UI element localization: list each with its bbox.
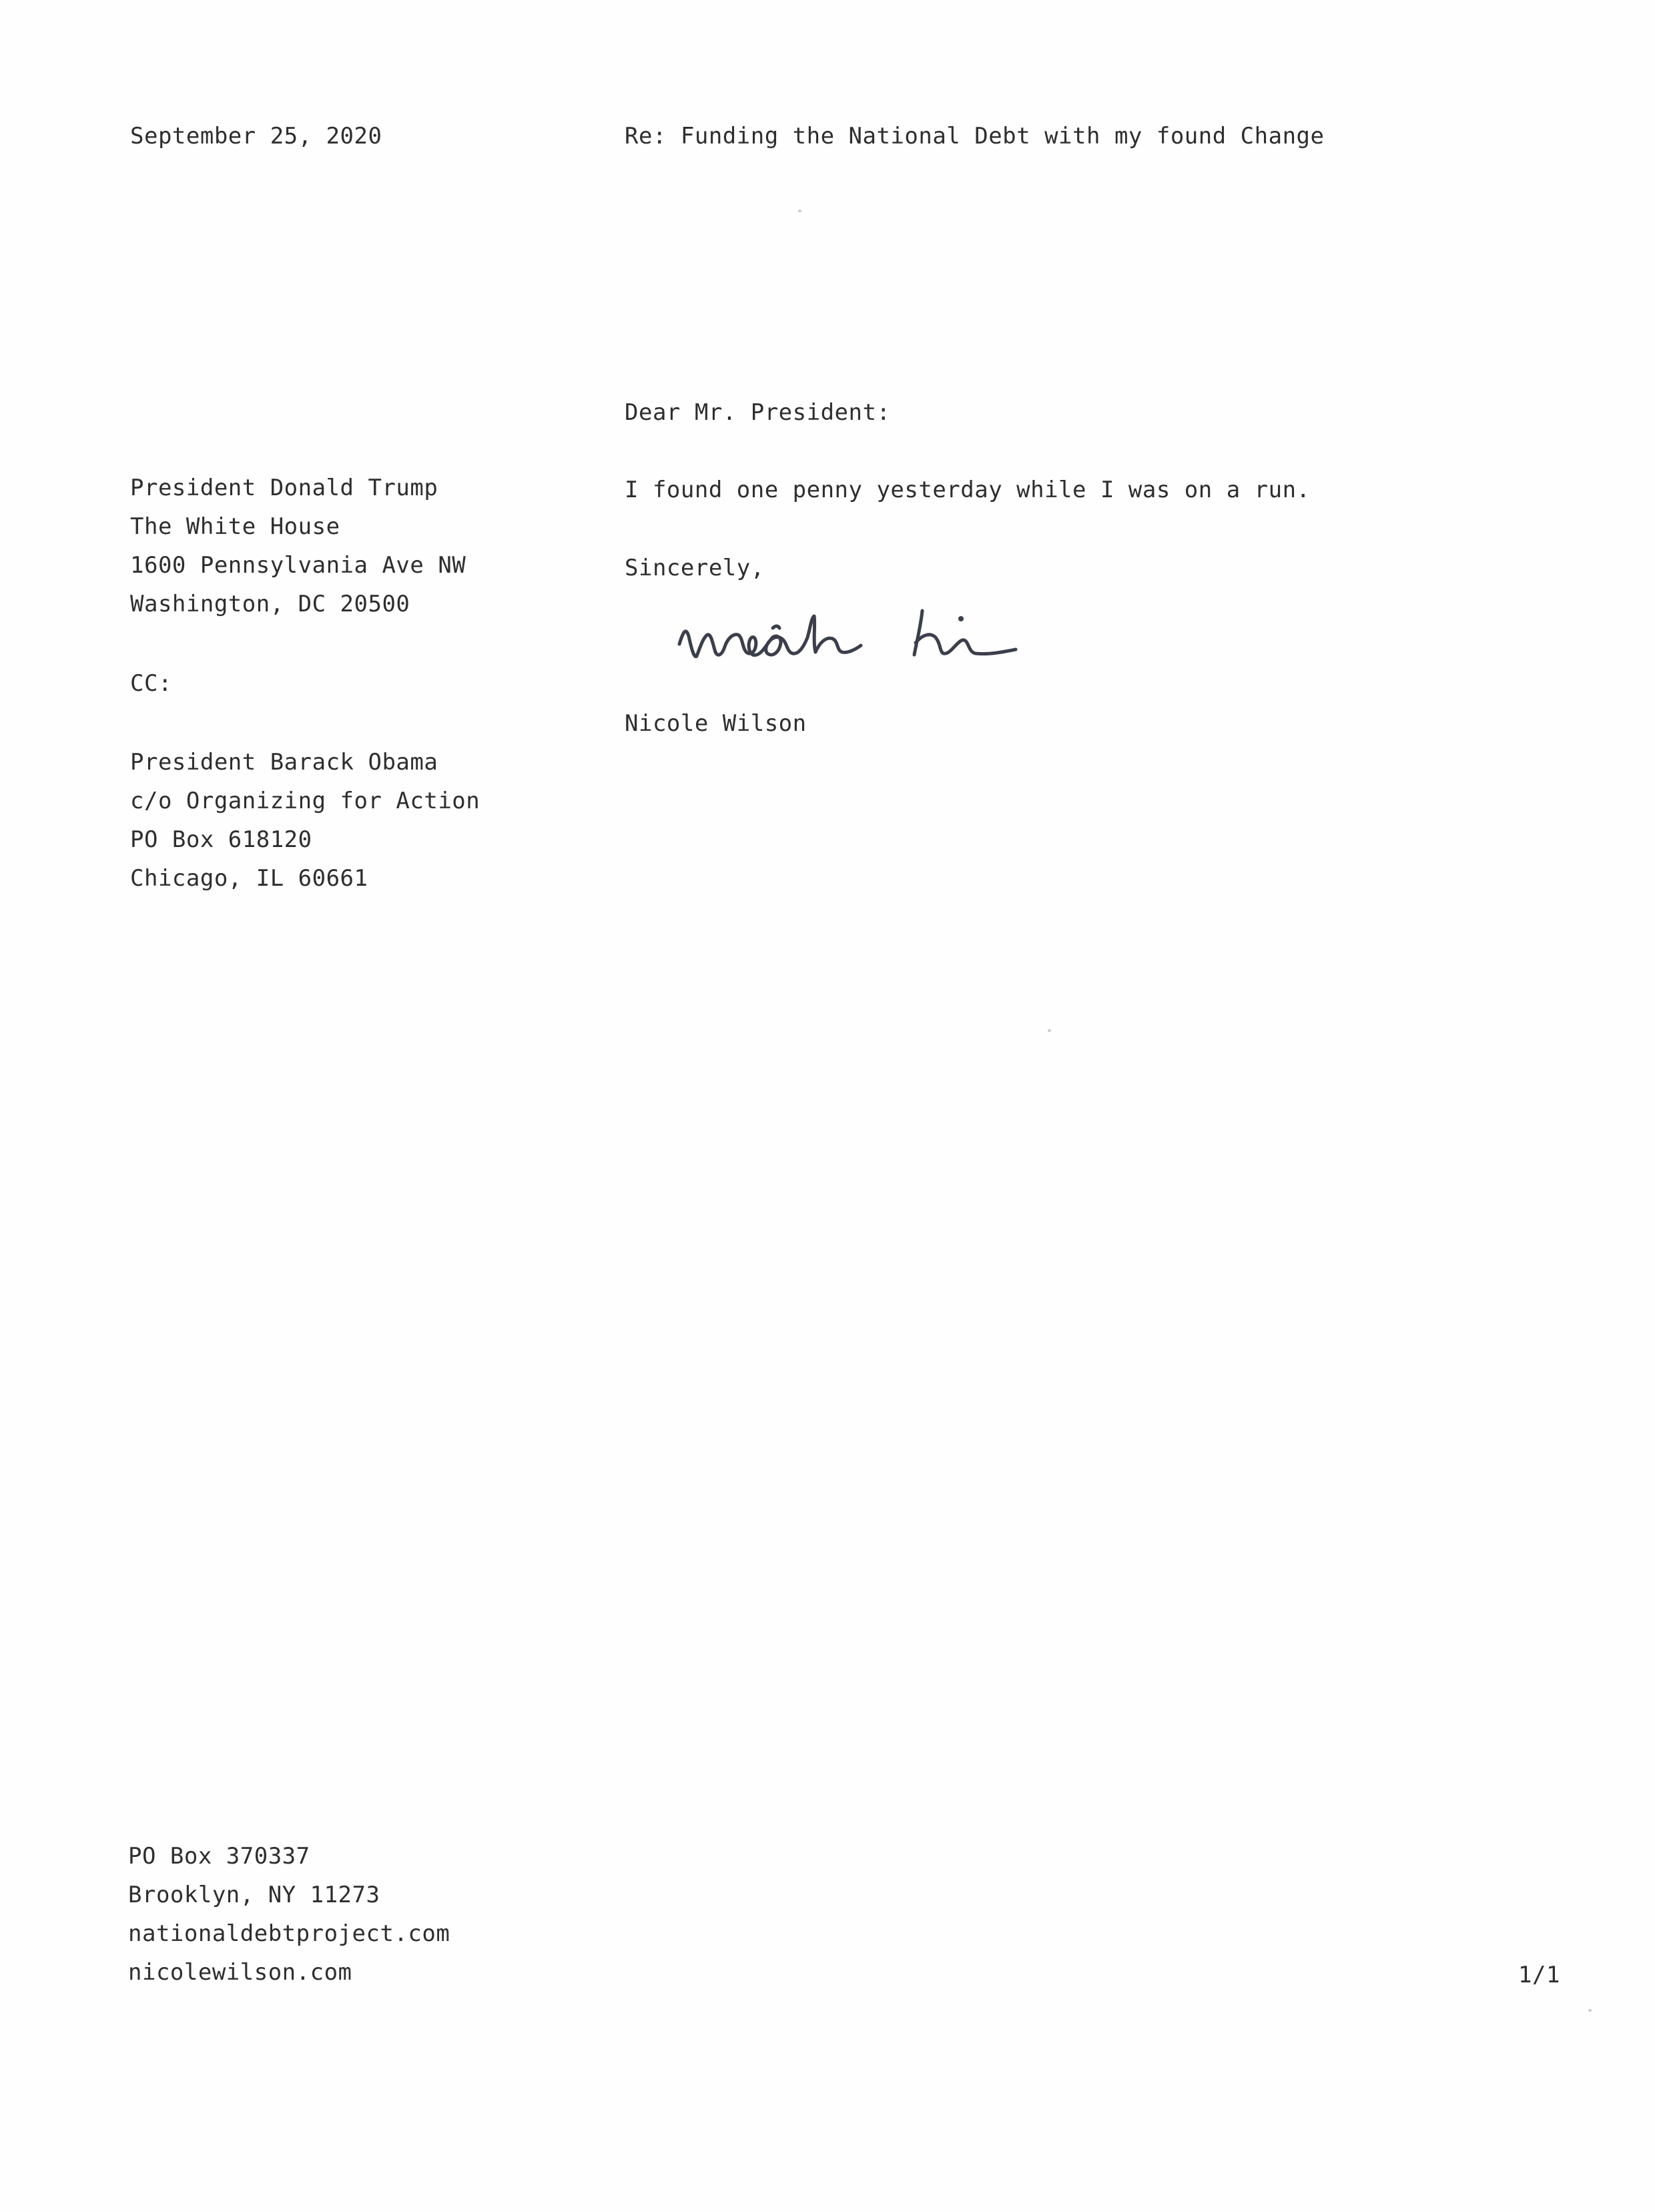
footer-line: PO Box 370337 [128, 1843, 310, 1870]
address-line: 1600 Pennsylvania Ave NW [130, 552, 466, 579]
letter-closing: Sincerely, [625, 555, 765, 581]
scan-speck [1048, 1029, 1051, 1032]
scan-speck [1588, 2009, 1592, 2012]
address-line: Washington, DC 20500 [130, 591, 410, 617]
address-line: c/o Organizing for Action [130, 788, 480, 814]
handwritten-signature [674, 591, 1074, 677]
address-line: The White House [130, 513, 340, 540]
footer-line: nationaldebtproject.com [128, 1920, 450, 1947]
sender-name: Nicole Wilson [625, 710, 807, 737]
footer-contact [128, 1837, 450, 1992]
letter-body: I found one penny yesterday while I was on a run. [625, 477, 1311, 503]
letter-date: September 25, 2020 [130, 123, 382, 150]
letter-salutation: Dear Mr. President: [625, 399, 891, 426]
address-line: PO Box 618120 [130, 826, 312, 853]
scan-speck [798, 210, 801, 212]
recipient-address [130, 469, 466, 623]
cc-label: CC: [130, 670, 172, 697]
footer-line: Brooklyn, NY 11273 [128, 1882, 380, 1908]
address-line: Chicago, IL 60661 [130, 865, 368, 892]
letter-subject: Re: Funding the National Debt with my found Change [625, 123, 1325, 150]
page-number: 1/1 [1518, 1962, 1560, 1988]
footer-line: nicolewilson.com [128, 1959, 352, 1986]
address-line: President Barack Obama [130, 749, 438, 776]
cc-address [130, 743, 480, 898]
address-line: President Donald Trump [130, 475, 438, 501]
